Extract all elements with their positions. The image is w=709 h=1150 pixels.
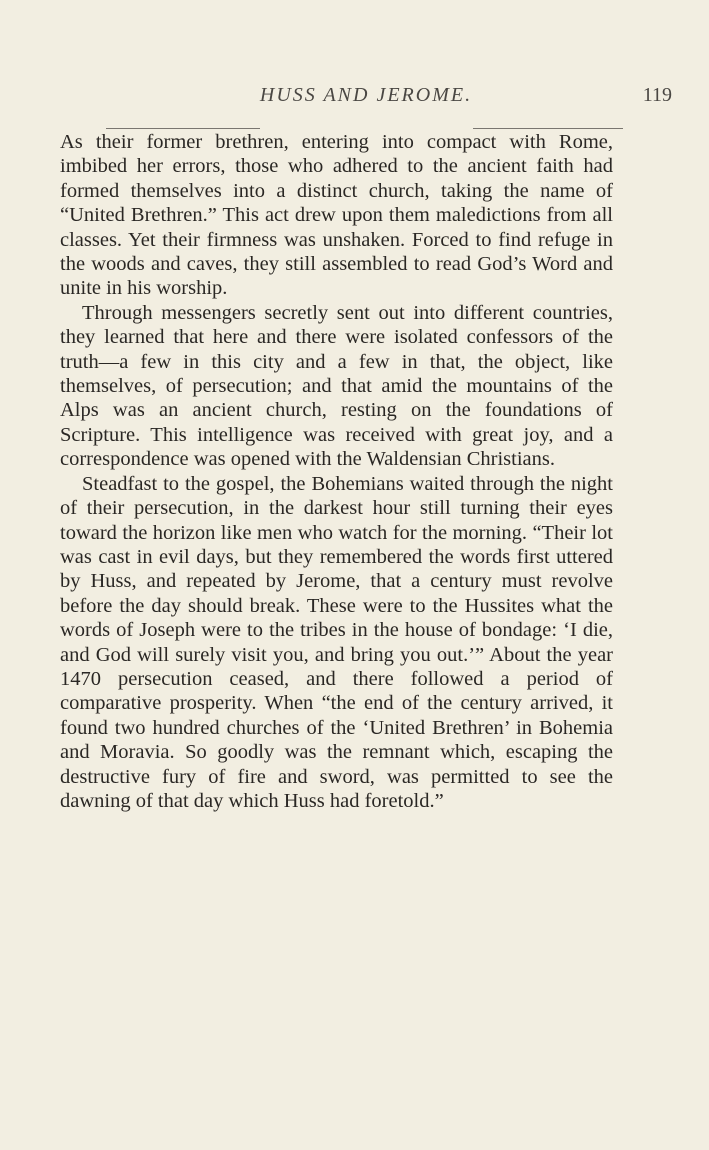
paragraph: Steadfast to the gospel, the Bohemians waited through the night of their persecution, in the darkest hour still turning their eyes toward the horizon like men who watch for the morning. “Their lot was cast in evil days, but they remembered the words first uttered by Huss, and repeated by Jerome, that a century must revolve before the day should break. These were to the Hussites what the words of Joseph were to the tribes in the house of bondage: ‘I die, and God will surely visit you, and bring you out.’” About the year 1470 persecution ceased, and there followed a period of comparative prosperity. When “the end of the century arrived, it found two hundred churches of the ‘United Brethren’ in Bohemia and Moravia. So goodly was the remnant which, escaping the destructive fury of fire and sword, was permitted to see the dawning of that day which Huss had foretold.” [60,472,613,812]
paragraph: Through messengers secretly sent out into different countries, they learned that here and there were isolated confessors of the truth—a few in this city and a few in that, the object, like themselves, of persecution; and that amid the mountains of the Alps was an ancient church, resting on the foundations of Scripture. This intelligence was received with great joy, and a correspondence was opened with the Waldensian Christians. [60,301,613,471]
running-head: HUSS AND JEROME. [259,84,473,106]
body-text [60,130,613,813]
page-header [60,84,672,118]
header-rule-left [106,128,260,129]
paragraph: As their former brethren, entering into compact with Rome, imbibed her errors, those who adhered to the ancient faith had formed themselves into a distinct church, taking the name of “United Brethren.” This act drew upon them maledictions from all classes. Yet their firmness was unshaken. Forced to find refuge in the woods and caves, they still assembled to read God’s Word and unite in his worship. [60,131,613,300]
header-rule-right [473,128,623,129]
page-number: 119 [642,84,672,106]
